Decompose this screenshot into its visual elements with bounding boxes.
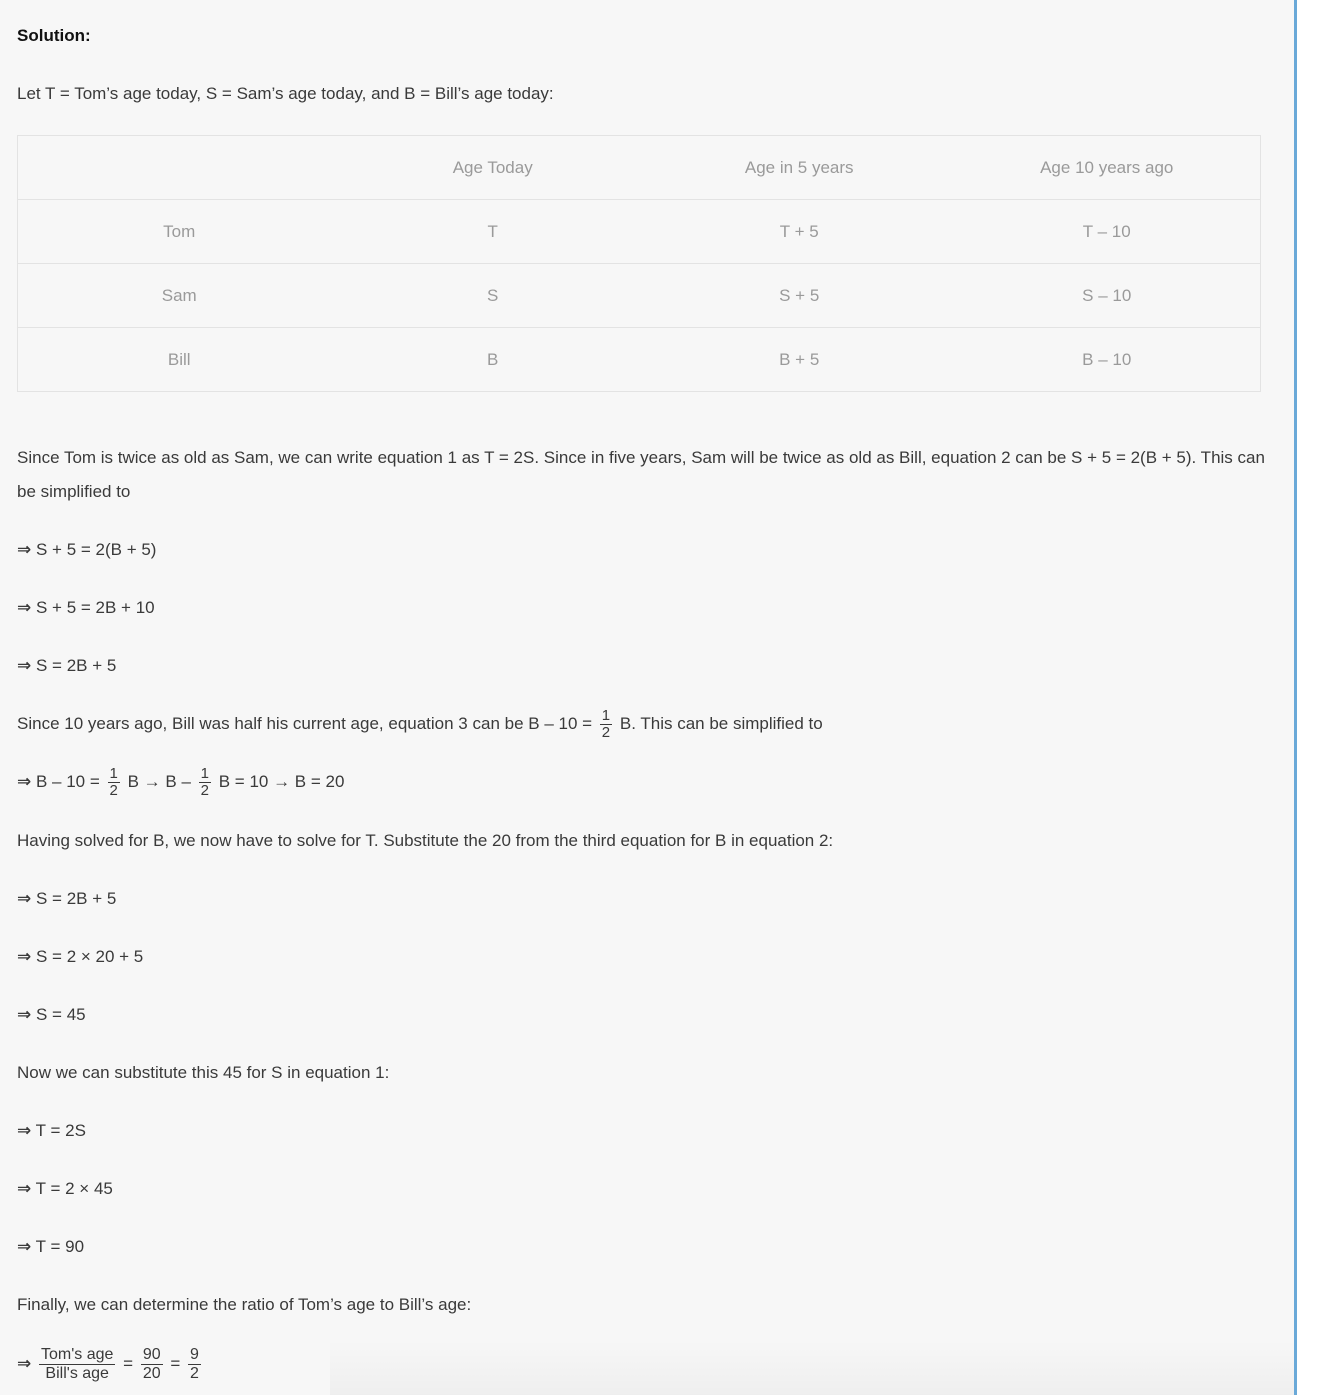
equation-text: B = 10 → B = 20: [218, 772, 345, 791]
equation-text: B → B –: [127, 772, 191, 791]
equation-line: [17, 538, 156, 562]
bottom-shade: [330, 1340, 1294, 1395]
fraction-numerator: 9: [190, 1346, 199, 1364]
table-cell: S + 5: [645, 264, 954, 328]
ages-table: [17, 135, 1261, 392]
right-panel: [1296, 0, 1334, 1395]
equation-text: S = 2B + 5: [35, 889, 117, 908]
fraction-denominator: 2: [190, 1365, 199, 1383]
fraction: [39, 1346, 115, 1383]
equation-line: [17, 887, 116, 911]
right-border: [1294, 0, 1297, 1395]
table-cell: B: [487, 349, 499, 369]
implies-icon: ⇒: [17, 889, 32, 908]
table-cell: S – 10: [953, 264, 1260, 328]
equation-line: [17, 1235, 84, 1259]
equation-text: S = 2 × 20 + 5: [35, 947, 144, 966]
paragraph-text: B. This can be simplified to: [619, 714, 823, 733]
final-ratio-equation: [17, 1345, 204, 1383]
implies-icon: ⇒: [17, 1121, 32, 1140]
implies-icon: ⇒: [17, 1237, 32, 1256]
equation-line: [17, 654, 116, 678]
implies-icon: ⇒: [17, 1005, 32, 1024]
table-cell: T + 5: [645, 200, 954, 264]
solution-heading: Solution:: [17, 26, 91, 45]
implies-icon: ⇒: [17, 1354, 32, 1373]
equation-line: [17, 766, 344, 799]
table-cell: B – 10: [1082, 349, 1132, 369]
fraction-numerator: 1: [109, 765, 118, 783]
equation-line: [17, 1003, 86, 1027]
table-cell: T – 10: [953, 200, 1260, 264]
table-row: [18, 200, 1261, 264]
equation-line: [17, 1177, 113, 1201]
table-header: Age in 5 years: [645, 136, 954, 200]
table-row: [18, 328, 1261, 392]
table-cell: S: [340, 264, 645, 328]
implies-icon: ⇒: [17, 656, 32, 675]
paragraph-ratio: Finally, we can determine the ratio of Tom’s age to Bill’s age:: [17, 1295, 472, 1314]
equation-line: [17, 945, 143, 969]
fraction-numerator: 90: [142, 1346, 161, 1364]
table-cell: Bill: [167, 349, 191, 369]
table-cell: Sam: [18, 264, 341, 328]
fraction: [141, 1346, 163, 1383]
paragraph-substitute-b: Having solved for B, we now have to solve for T. Substitute the 20 from the third equation for B in equation 2:: [17, 831, 834, 850]
fraction: [199, 766, 211, 799]
equation-text: T = 2S: [35, 1121, 86, 1140]
table-header: [18, 136, 341, 200]
table-cell: B + 5: [779, 349, 820, 369]
paragraph-substitute-s: Now we can substitute this 45 for S in equation 1:: [17, 1063, 390, 1082]
equation-text: S = 2B + 5: [35, 656, 117, 675]
fraction-numerator: 1: [601, 707, 611, 725]
equation-text: T = 2 × 45: [35, 1179, 113, 1198]
fraction-denominator: Bill's age: [45, 1365, 109, 1383]
table-cell: Tom: [18, 200, 341, 264]
implies-icon: ⇒: [17, 540, 32, 559]
implies-icon: ⇒: [17, 598, 32, 617]
implies-icon: ⇒: [17, 772, 32, 791]
equation-line: [17, 1119, 86, 1143]
fraction-denominator: 2: [109, 782, 118, 800]
table-row: [18, 264, 1261, 328]
table-cell: T: [340, 200, 645, 264]
paragraph-equation-3: [17, 708, 823, 741]
fraction: [188, 1346, 201, 1383]
fraction-denominator: 20: [142, 1365, 161, 1383]
paragraph-text: Since 10 years ago, Bill was half his current age, equation 3 can be B – 10 =: [17, 714, 593, 733]
equals-sign: =: [123, 1354, 134, 1373]
table-header: Age Today: [340, 136, 645, 200]
implies-icon: ⇒: [17, 947, 32, 966]
equals-sign: =: [170, 1354, 181, 1373]
intro-text: Let T = Tom’s age today, S = Sam’s age today, and B = Bill’s age today:: [17, 84, 554, 103]
table-header: Age 10 years ago: [953, 136, 1260, 200]
fraction: [108, 766, 120, 799]
fraction: [600, 708, 612, 741]
fraction-numerator: Tom's age: [40, 1346, 114, 1364]
equation-text: T = 90: [35, 1237, 85, 1256]
equation-text: S + 5 = 2B + 10: [35, 598, 155, 617]
equation-text: S = 45: [35, 1005, 86, 1024]
paragraph-equation-setup: Since Tom is twice as old as Sam, we can write equation 1 as T = 2S. Since in five years, Sam will be twice as old as Bill, equation 2 can be S + 5 = 2(B + 5). This can be simplified to: [17, 448, 1265, 501]
fraction-numerator: 1: [200, 765, 209, 783]
equation-text: S + 5 = 2(B + 5): [35, 540, 157, 559]
fraction-denominator: 2: [200, 782, 209, 800]
equation-line: [17, 596, 155, 620]
equation-text: B – 10 =: [35, 772, 100, 791]
implies-icon: ⇒: [17, 1179, 32, 1198]
table-header-row: [18, 136, 1261, 200]
fraction-denominator: 2: [601, 724, 611, 742]
